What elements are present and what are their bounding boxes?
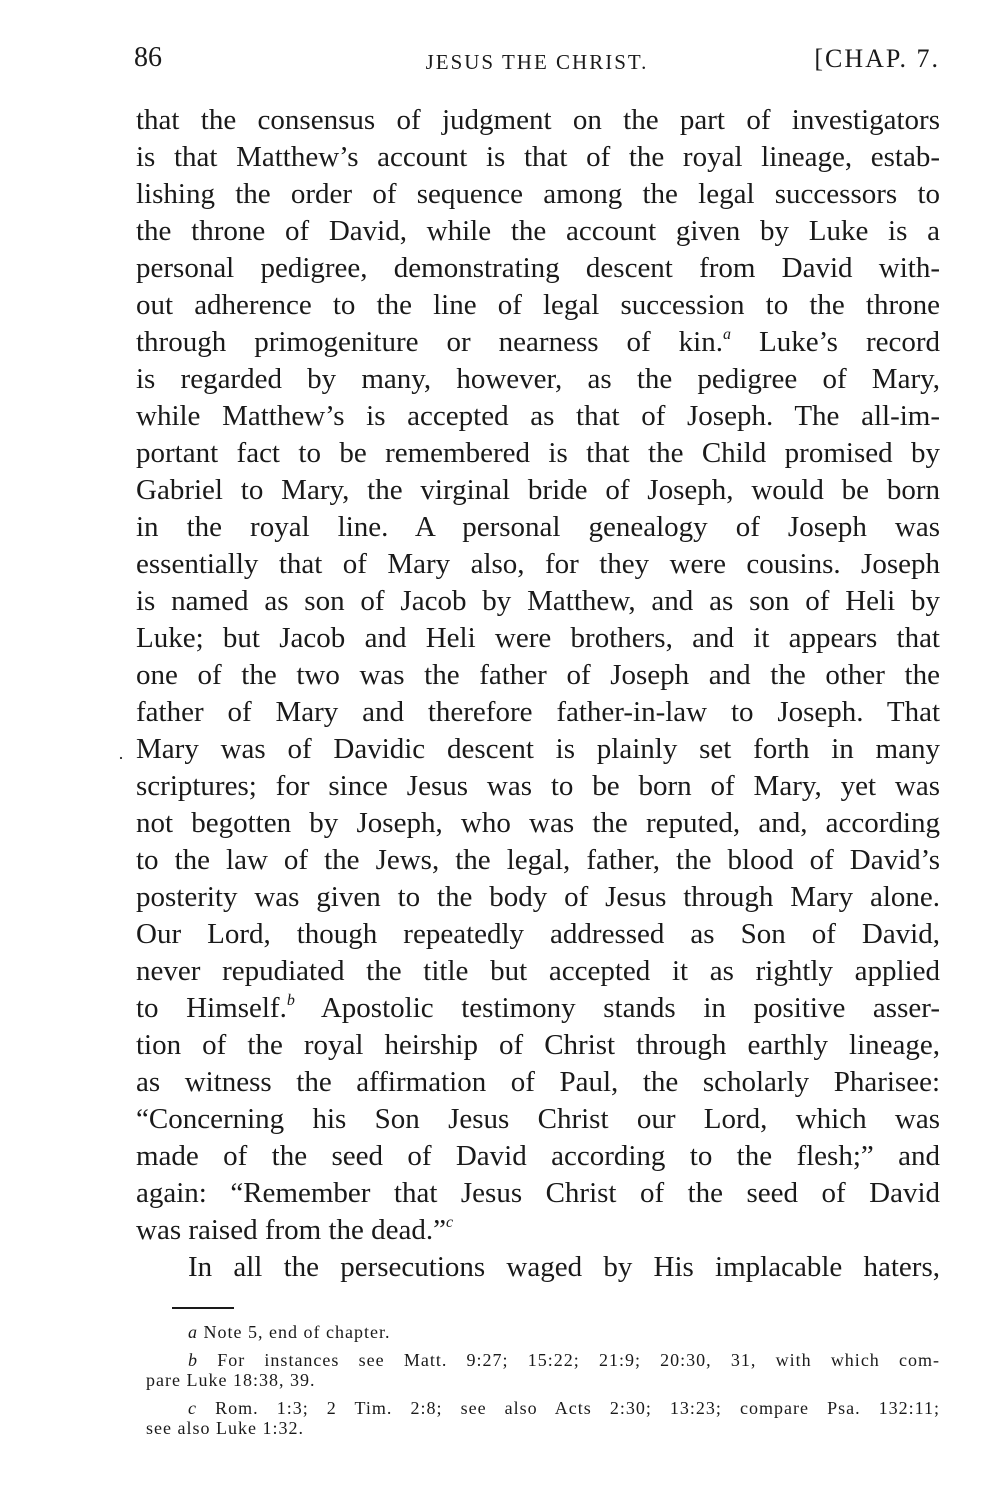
text-line: while Matthew’s is accepted as that of Joseph. The all-im- xyxy=(136,400,940,432)
footnote-text: Rom. 1:3; 2 Tim. 2:8; see also Acts 2:30; 13:23; compare Psa. 132:11; xyxy=(215,1398,940,1418)
running-title: JESUS THE CHRIST. xyxy=(425,50,649,74)
text-line: personal pedigree, demonstrating descent from David with- xyxy=(136,252,940,284)
text-line: that the consensus of judgment on the part of investigators xyxy=(136,104,940,136)
text-segment: Luke’s record xyxy=(731,326,940,358)
text-segment: to Himself. xyxy=(136,992,287,1024)
footnote-letter: a xyxy=(188,1322,198,1342)
text-line: again: “Remember that Jesus Christ of the seed of David xyxy=(136,1177,940,1209)
footnote-ref-a: a xyxy=(723,326,731,343)
text-line xyxy=(136,990,940,1027)
footnote-letter: c xyxy=(188,1398,197,1418)
text-line: Mary was of Davidic descent is plainly set forth in many xyxy=(136,733,940,765)
footnote-ref-c: c xyxy=(446,1214,454,1231)
text-line: to the law of the Jews, the legal, father, the blood of David’s xyxy=(136,844,940,876)
text-line: made of the seed of David according to the flesh;” and xyxy=(136,1140,940,1172)
footnote-text: Note 5, end of chapter. xyxy=(203,1322,391,1342)
margin-mark: · xyxy=(118,748,124,768)
footnote-c xyxy=(146,1398,940,1438)
text-line: one of the two was the father of Joseph and the other the xyxy=(136,659,940,691)
text-line: as witness the affirmation of Paul, the scholarly Pharisee: xyxy=(136,1066,940,1098)
text-segment: through primogeniture or nearness of kin. xyxy=(136,326,723,358)
footnotes xyxy=(146,1322,940,1446)
footnote-divider xyxy=(172,1307,234,1309)
text-line: never repudiated the title but accepted it as rightly applied xyxy=(136,955,940,987)
text-segment: was raised from the dead.” xyxy=(136,1214,447,1246)
text-line: essentially that of Mary also, for they were cousins. Joseph xyxy=(136,548,940,580)
page-number: 86 xyxy=(134,42,162,73)
footnote-letter: b xyxy=(188,1350,198,1370)
footnote-line: pare Luke 18:38, 39. xyxy=(146,1370,316,1390)
text-line: Our Lord, though repeatedly addressed as Son of David, xyxy=(136,918,940,950)
text-line: In all the persecutions waged by His implacable haters, xyxy=(188,1251,940,1283)
footnote-text: For instances see Matt. 9:27; 15:22; 21:9; 20:30, 31, with which com- xyxy=(217,1350,940,1370)
text-line: “Concerning his Son Jesus Christ our Lord, which was xyxy=(136,1103,940,1135)
text-line xyxy=(136,1212,940,1249)
text-line: portant fact to be remembered is that the Child promised by xyxy=(136,437,940,469)
footnote-line: see also Luke 1:32. xyxy=(146,1418,304,1438)
text-line: the throne of David, while the account given by Luke is a xyxy=(136,215,940,247)
footnote-line xyxy=(146,1350,940,1370)
text-line: Gabriel to Mary, the virginal bride of Joseph, would be born xyxy=(136,474,940,506)
text-line: is that Matthew’s account is that of the royal lineage, estab- xyxy=(136,141,940,173)
text-line: Luke; but Jacob and Heli were brothers, and it appears that xyxy=(136,622,940,654)
text-line: is named as son of Jacob by Matthew, and as son of Heli by xyxy=(136,585,940,617)
text-line: scriptures; for since Jesus was to be born of Mary, yet was xyxy=(136,770,940,802)
page-header xyxy=(134,40,940,80)
text-line: lishing the order of sequence among the legal successors to xyxy=(136,178,940,210)
footnote-a xyxy=(146,1322,940,1342)
chapter-marker: [CHAP. 7. xyxy=(814,44,940,73)
text-line: not begotten by Joseph, who was the reputed, and, according xyxy=(136,807,940,839)
footnote-b xyxy=(146,1350,940,1390)
text-segment: Apostolic testimony stands in positive asser- xyxy=(294,992,940,1024)
footnote-line xyxy=(146,1322,940,1342)
text-line: in the royal line. A personal genealogy of Joseph was xyxy=(136,511,940,543)
footnote-ref-b: b xyxy=(286,992,295,1009)
text-line: father of Mary and therefore father-in-law to Joseph. That xyxy=(136,696,940,728)
text-line: posterity was given to the body of Jesus through Mary alone. xyxy=(136,881,940,913)
text-line: tion of the royal heirship of Christ through earthly lineage, xyxy=(136,1029,940,1061)
text-line: is regarded by many, however, as the pedigree of Mary, xyxy=(136,363,940,395)
body-text xyxy=(136,102,940,1286)
text-line: out adherence to the line of legal succession to the throne xyxy=(136,289,940,321)
text-line xyxy=(136,324,940,361)
footnote-line xyxy=(146,1398,940,1418)
